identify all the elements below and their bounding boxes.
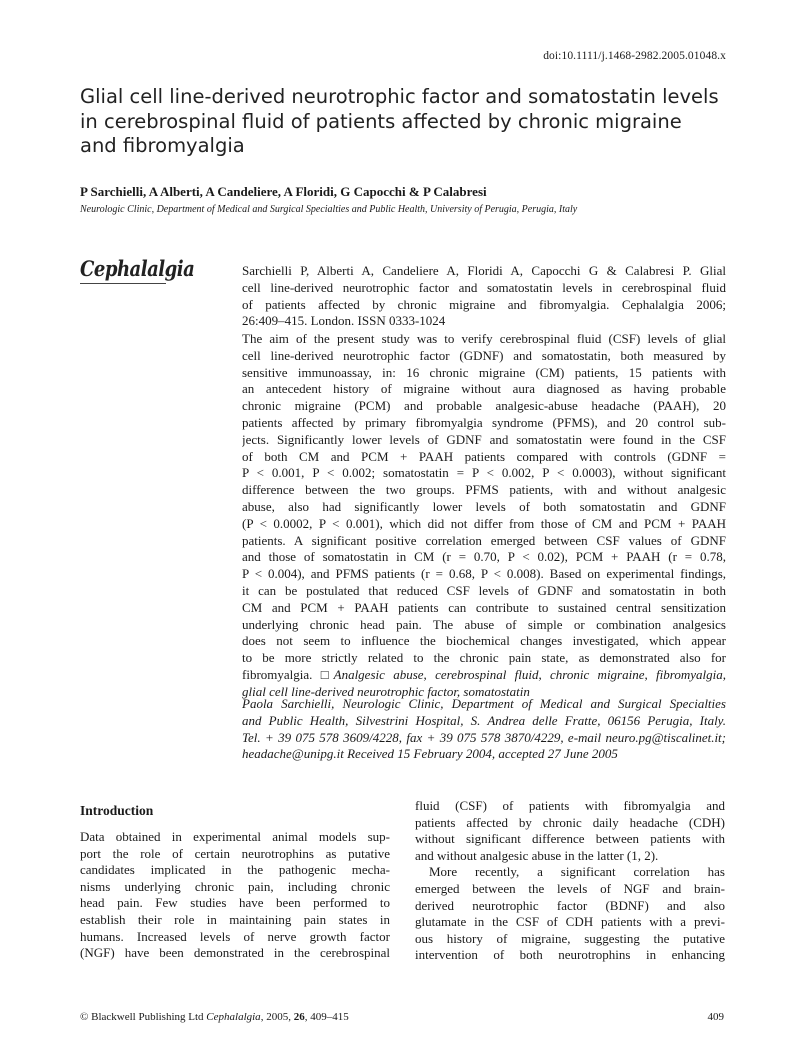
article-title: [80, 85, 740, 159]
abstract-line: P < 0.001, P < 0.002; somatostatin = P < 0.002, P < 0.0003), without significant: [242, 465, 726, 481]
abstract-line: CM and PCM + PAAH patients can contribute to sustained central sensitization: [242, 599, 726, 615]
abstract-line: patients. A significant positive correlation emerged between CSF values of GDNF: [242, 532, 726, 548]
section-heading: Introduction: [80, 803, 154, 818]
title-line: in cerebrospinal fluid of patients affected by chronic migraine: [80, 109, 682, 133]
footer-publisher: © Blackwell Publishing Ltd: [80, 1011, 207, 1023]
citation-line: 26:409–415. London. ISSN 0333-1024: [242, 313, 446, 329]
correspondence-line: headache@unipg.it Received 15 February 2004, accepted 27 June 2005: [242, 746, 618, 762]
citation-line: of patients affected by chronic migraine and fibromyalgia. Cephalalgia 2006;: [242, 296, 726, 312]
citation: [242, 263, 726, 330]
keywords-box-icon: □: [320, 666, 334, 682]
abstract: [242, 331, 726, 701]
citation-line: Sarchielli P, Alberti A, Candeliere A, Floridi A, Capocchi G & Calabresi P. Glial: [242, 263, 726, 278]
body-line: intervention of both neurotrophins in enhancing: [415, 947, 725, 963]
keywords-line: [242, 667, 726, 684]
abstract-end: fibromyalgia.: [242, 666, 321, 682]
correspondence-line: and Public Health, Silvestrini Hospital, S. Andrea delle Fratte, 06156 Perugia, Italy.: [242, 712, 726, 728]
correspondence: [242, 696, 726, 763]
abstract-line: does not seem to influence the biochemical changes investigated, which appear: [242, 633, 726, 649]
abstract-line: of both CM and PCM + PAAH patients compared with controls (GDNF =: [242, 448, 726, 464]
body-line: emerged between the levels of NGF and brain-: [415, 880, 725, 896]
abstract-line: underlying chronic head pain. The abuse of simple or combination analgesics: [242, 616, 726, 632]
abstract-line: P < 0.004), and PFMS patients (r = 0.68, P < 0.008). Based on experimental findings,: [242, 566, 726, 582]
body-line: nisms underlying chronic pain, including chronic: [80, 878, 390, 894]
abstract-line: to be more strictly related to the chronic pain state, as demonstrated also for: [242, 650, 726, 666]
body-line: More recently, a significant correlation has: [429, 864, 725, 880]
body-line: glutamate in the CSF of CDH patients with a previ-: [415, 914, 725, 930]
affiliation: Neurologic Clinic, Department of Medical and Surgical Specialties and Public Health, University of Perugia, Perugia, Italy: [80, 204, 578, 215]
abstract-line: chronic migraine (PCM) and probable analgesic-abuse headache (PAAH), 20: [242, 398, 726, 414]
keywords: Analgesic abuse, cerebrospinal fluid, chronic migraine, fibromyalgia,: [333, 666, 726, 682]
title-line: and fibromyalgia: [80, 134, 245, 157]
abstract-line: difference between the two groups. PFMS patients, with and without analgesic: [242, 482, 726, 498]
keywords-line: glial cell line-derived neurotrophic factor, somatostatin: [242, 683, 530, 699]
abstract-line: The aim of the present study was to verify cerebrospinal fluid (CSF) levels of glial: [242, 331, 726, 346]
abstract-line: patients affected by primary fibromyalgia syndrome (PFMS), and 20 control sub-: [242, 414, 726, 430]
correspondence-line: Paola Sarchielli, Neurologic Clinic, Department of Medical and Surgical Specialties: [242, 696, 726, 711]
body-line: Data obtained in experimental animal models sup-: [80, 829, 390, 844]
abstract-line: it can be postulated that reduced CSF levels of GDNF and somatostatin in both: [242, 582, 726, 598]
footer-journal: Cephalalgia: [206, 1011, 261, 1023]
abstract-line: abuse, also had significantly lower levels of both somatostatin and GDNF: [242, 498, 726, 514]
footer-year: , 2005,: [260, 1011, 294, 1023]
abstract-line: sensitive immunoassay, in: 16 chronic migraine (CM) patients, 15 patients with: [242, 364, 726, 380]
body-line: establish their role in maintaining pain states in: [80, 911, 390, 927]
abstract-line: jects. Significantly lower levels of GDNF and somatostatin were found in the CSF: [242, 431, 726, 447]
body-line: candidates implicated in the pathogenic mecha-: [80, 862, 390, 878]
page-number: 409: [707, 1011, 724, 1023]
footer-pages: , 409–415: [304, 1011, 349, 1023]
abstract-line: (P < 0.0002, P < 0.001), which did not differ from those of CM and PCM + PAAH: [242, 515, 726, 531]
abstract-line: and those of somatostatin in CM (r = 0.70, P < 0.02), PCM + PAAH (r = 0.78,: [242, 549, 726, 565]
body-line: derived neurotrophic factor (BDNF) and also: [415, 897, 725, 913]
body-line: head pain. Few studies have been performed to: [80, 895, 390, 911]
footer-copyright: [80, 1011, 349, 1023]
title-line: Glial cell line-derived neurotrophic factor and somatostatin levels: [80, 85, 719, 108]
correspondence-line: Tel. + 39 075 578 3609/4228, fax + 39 075 578 3870/4229, e-mail neuro.pg@tiscalinet.it;: [242, 729, 726, 745]
footer-volume: 26: [293, 1011, 305, 1023]
body-line: without significant difference between patients with: [415, 831, 725, 847]
body-line: (NGF) have been demonstrated in the cerebrospinal: [80, 945, 390, 961]
body-line: humans. Increased levels of nerve growth factor: [80, 928, 390, 944]
body-line: fluid (CSF) of patients with fibromyalgia and: [415, 798, 725, 813]
body-line: patients affected by chronic daily headache (CDH): [415, 814, 725, 830]
body-right-column: [415, 798, 725, 964]
body-line: port the role of certain neurotrophins as putative: [80, 845, 390, 861]
body-line: and without analgesic abuse in the latter (1, 2).: [415, 847, 659, 863]
body-line: ous history of migraine, suggesting the putative: [415, 930, 725, 946]
journal-logo: Cephalalgia: [80, 256, 166, 284]
doi: doi:10.1111/j.1468-2982.2005.01048.x: [543, 50, 726, 62]
citation-line: cell line-derived neurotrophic factor and somatostatin levels in cerebrospinal fluid: [242, 279, 726, 295]
abstract-line: an antecedent history of migraine without aura diagnosed as having probable: [242, 381, 726, 397]
abstract-line: cell line-derived neurotrophic factor (GDNF) and somatostatin, both measured by: [242, 347, 726, 363]
authors: P Sarchielli, A Alberti, A Candeliere, A Floridi, G Capocchi & P Calabresi: [80, 184, 487, 199]
body-left-column: [80, 798, 390, 962]
